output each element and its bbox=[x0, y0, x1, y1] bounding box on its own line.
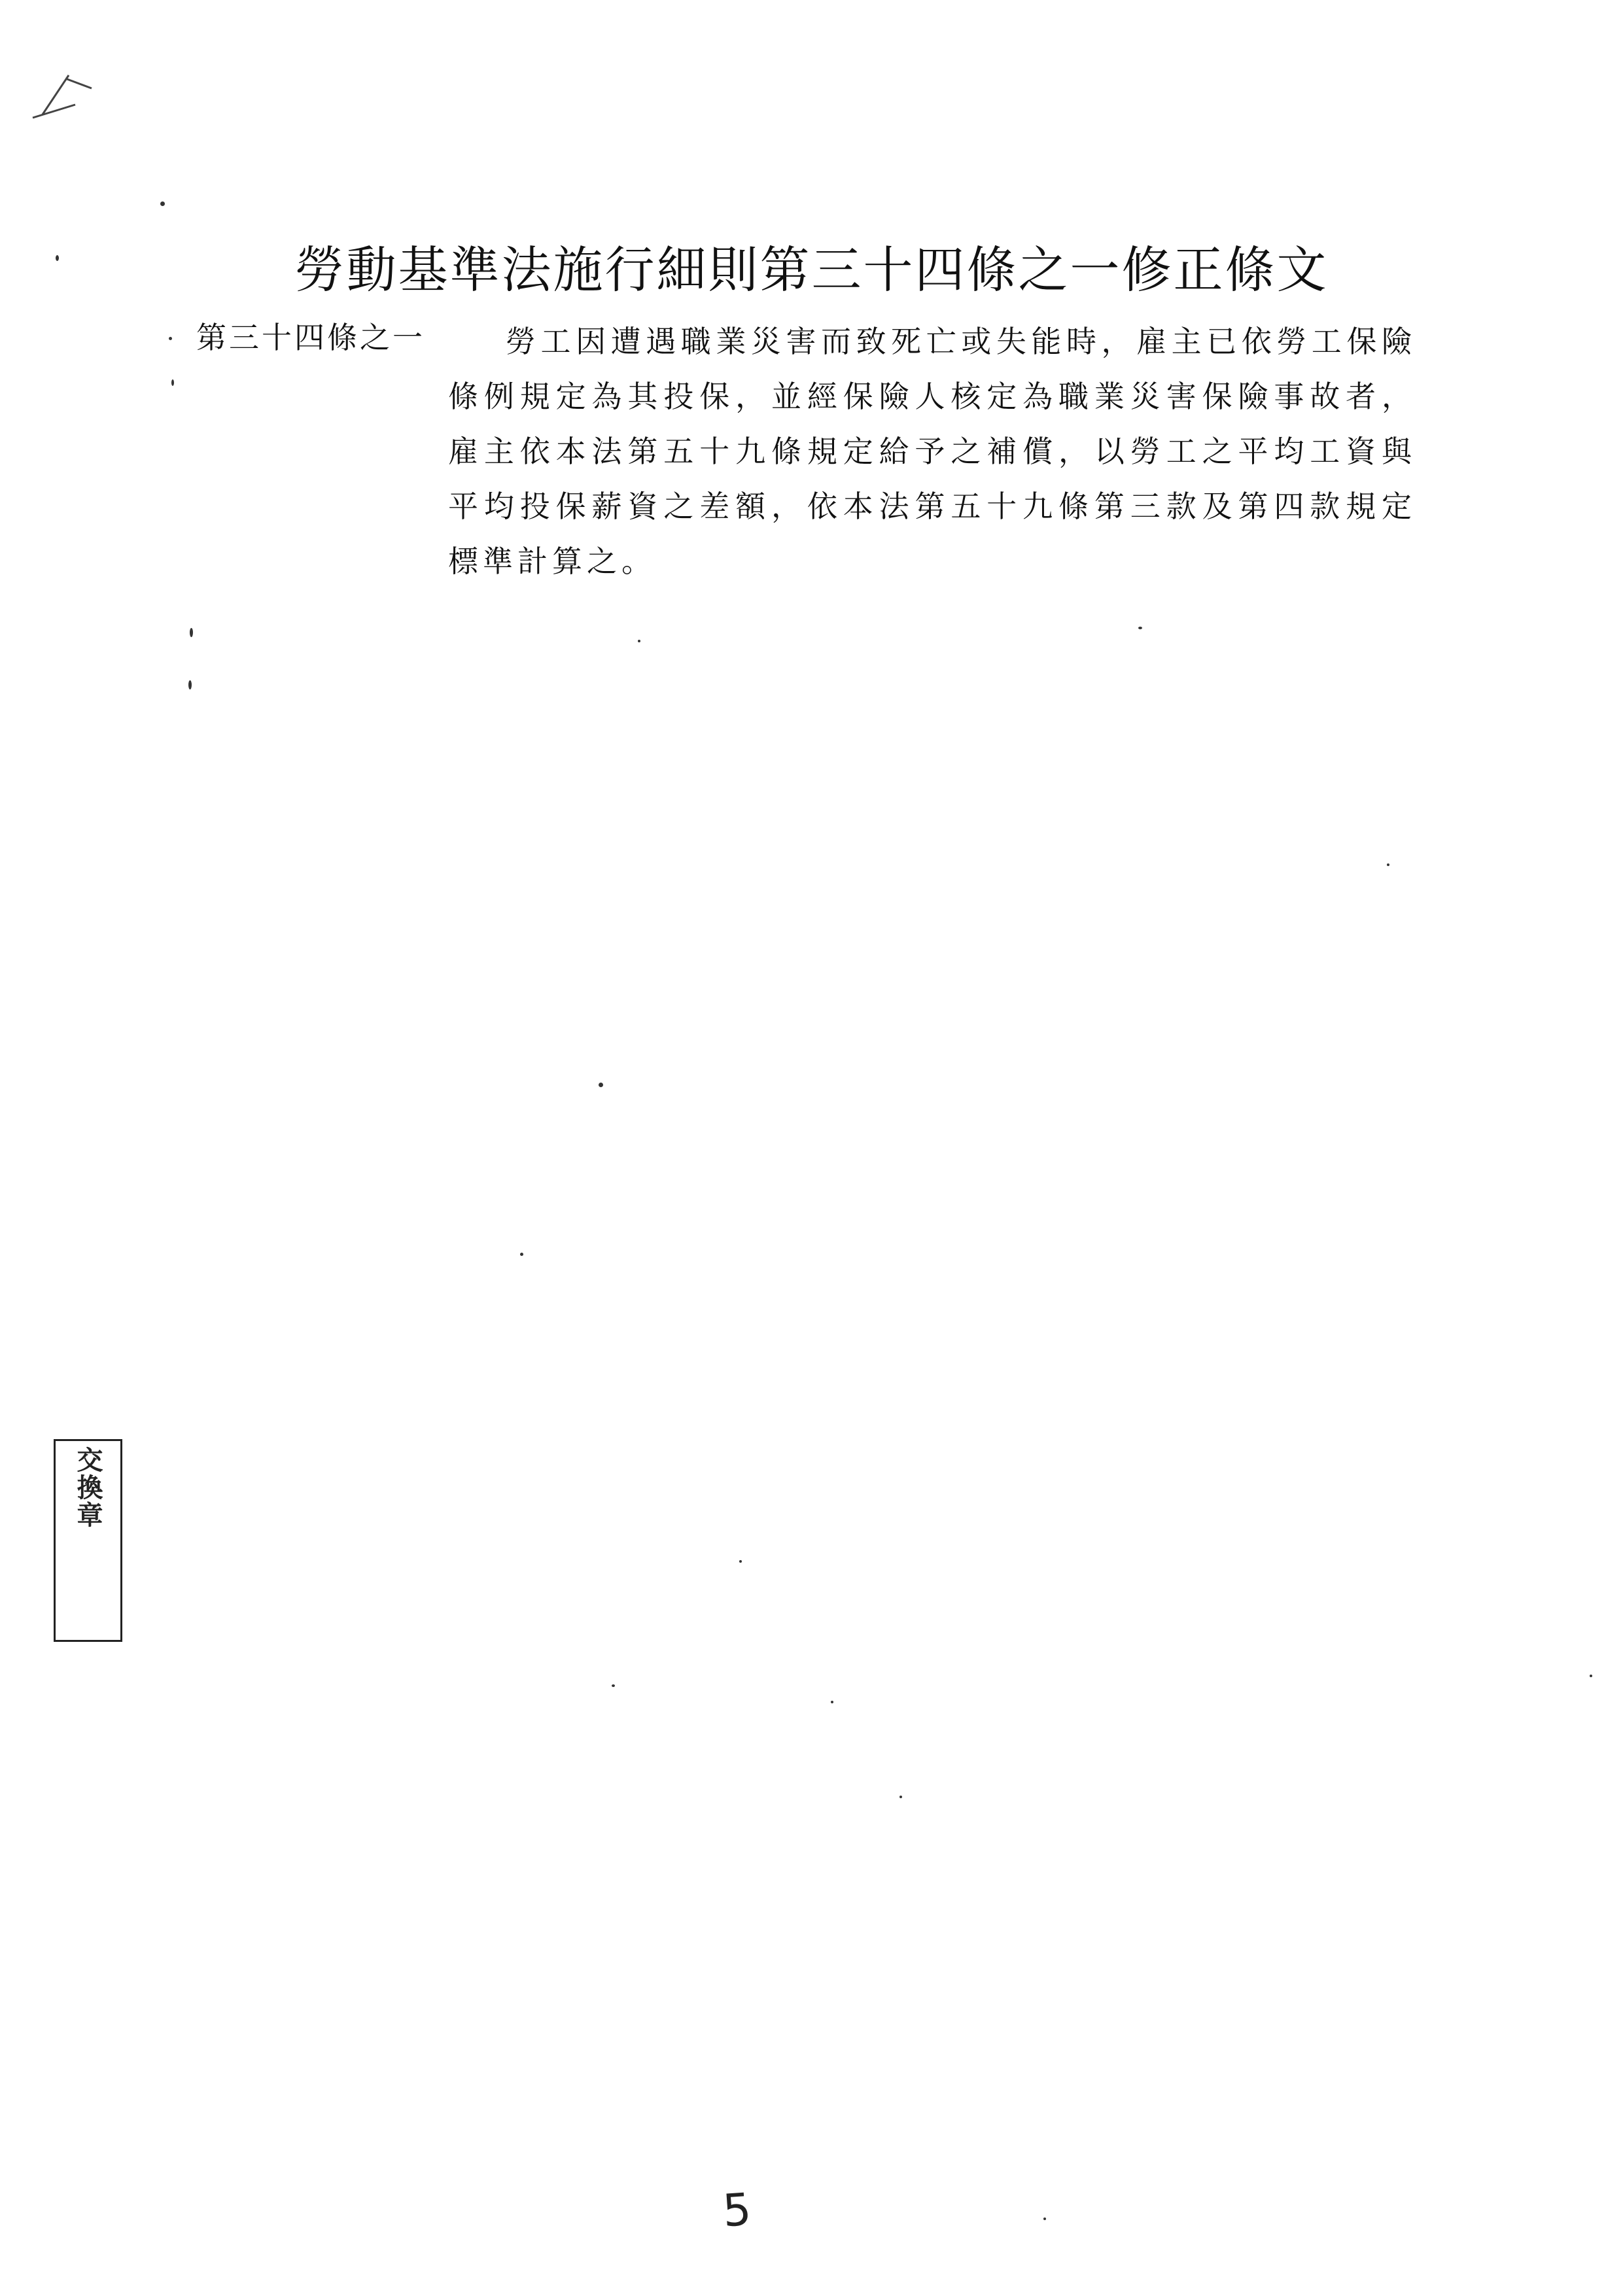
scan-speck bbox=[56, 255, 59, 261]
scan-speck bbox=[171, 379, 174, 386]
document-title: 勞動基準法施行細則第三十四條之一修正條文 bbox=[294, 241, 1329, 299]
article-number: 第三十四條之一 bbox=[196, 320, 425, 355]
scan-speck bbox=[739, 1560, 742, 1563]
scan-speck bbox=[599, 1083, 603, 1087]
scan-speck bbox=[190, 628, 193, 637]
scan-speck bbox=[1590, 1675, 1592, 1677]
scan-speck bbox=[899, 1796, 902, 1798]
scan-speck bbox=[169, 337, 172, 340]
stamp-text: 交換章 bbox=[73, 1446, 103, 1529]
corner-pen-mark bbox=[29, 65, 101, 124]
scan-speck bbox=[831, 1701, 833, 1703]
scan-speck bbox=[1387, 863, 1389, 866]
scan-speck bbox=[612, 1684, 615, 1687]
scan-speck bbox=[638, 640, 640, 642]
scan-speck bbox=[160, 201, 165, 206]
scan-speck bbox=[188, 680, 192, 689]
scan-speck bbox=[520, 1253, 523, 1256]
page-number: 5 bbox=[721, 2183, 753, 2238]
scan-speck bbox=[1043, 2218, 1046, 2220]
article-text: 勞工因遭遇職業災害而致死亡或失能時，雇主已依勞工保險條例規定為其投保，並經保險人核定為職業災害保險事故者，雇主依本法第五十九條規定給予之補償，以勞工之平均工資與平均投保薪資之差額，依本法第五十九條第三款及第四款規定標準計算之。 bbox=[448, 324, 1416, 579]
scan-speck bbox=[1138, 627, 1142, 629]
exchange-stamp bbox=[54, 1439, 122, 1642]
